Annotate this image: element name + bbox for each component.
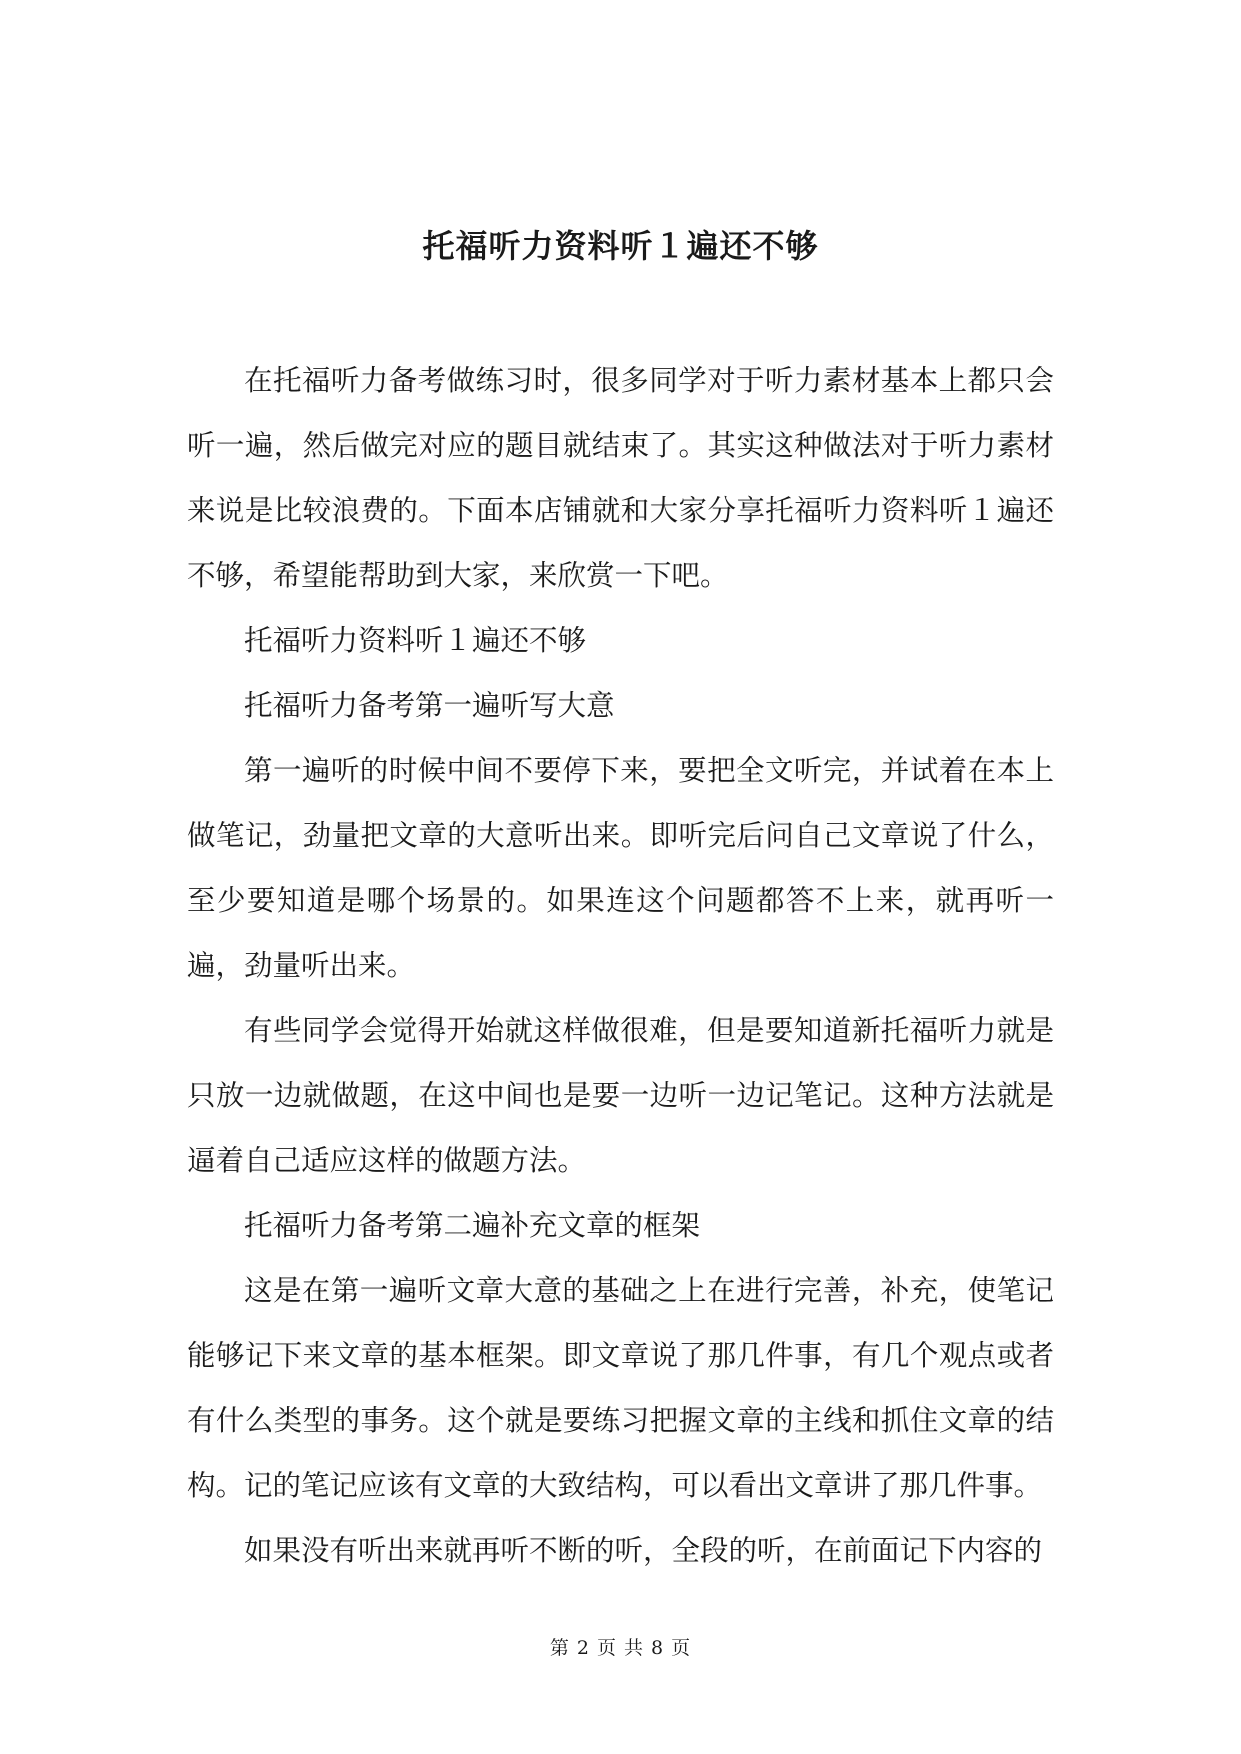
paragraph-second-listen: 这是在第一遍听文章大意的基础之上在进行完善，补充，使笔记能够记下来文章的基本框架。即文章说了那几件事，有几个观点或者有什么类型的事务。这个就是要练习把握文章的主线和抓住文章的结构。记的笔记应该有文章的大致结构，可以看出文章讲了那几件事。 <box>187 1274 1054 1502</box>
page-footer: 第 2 页 共 8 页 <box>549 1637 692 1659</box>
section-heading-second-listen: 托福听力备考第二遍补充文章的框架 <box>244 1209 701 1242</box>
paragraph-repeat-listen: 如果没有听出来就再听不断的听，全段的听，在前面记下内容的 <box>244 1534 1043 1567</box>
document-body <box>187 348 1054 1583</box>
paragraph-intro: 在托福听力备考做练习时，很多同学对于听力素材基本上都只会听一遍，然后做完对应的题目就结束了。其实这种做法对于听力素材来说是比较浪费的。下面本店铺就和大家分享托福听力资料听１遍还不够，希望能帮助到大家，来欣赏一下吧。 <box>187 364 1054 592</box>
paragraph-subtitle: 托福听力资料听１遍还不够 <box>244 624 587 657</box>
section-heading-first-listen: 托福听力备考第一遍听写大意 <box>244 689 615 722</box>
paragraph-first-listen: 第一遍听的时候中间不要停下来，要把全文听完，并试着在本上做笔记，劲量把文章的大意听出来。即听完后问自己文章说了什么，至少要知道是哪个场景的。如果连这个问题都答不上来，就再听一遍，劲量听出来。 <box>187 754 1054 982</box>
paragraph-difficulty: 有些同学会觉得开始就这样做很难，但是要知道新托福听力就是只放一边就做题，在这中间也是要一边听一边记笔记。这种方法就是逼着自己适应这样的做题方法。 <box>187 1014 1054 1177</box>
page-title: 托福听力资料听１遍还不够 <box>422 227 819 265</box>
